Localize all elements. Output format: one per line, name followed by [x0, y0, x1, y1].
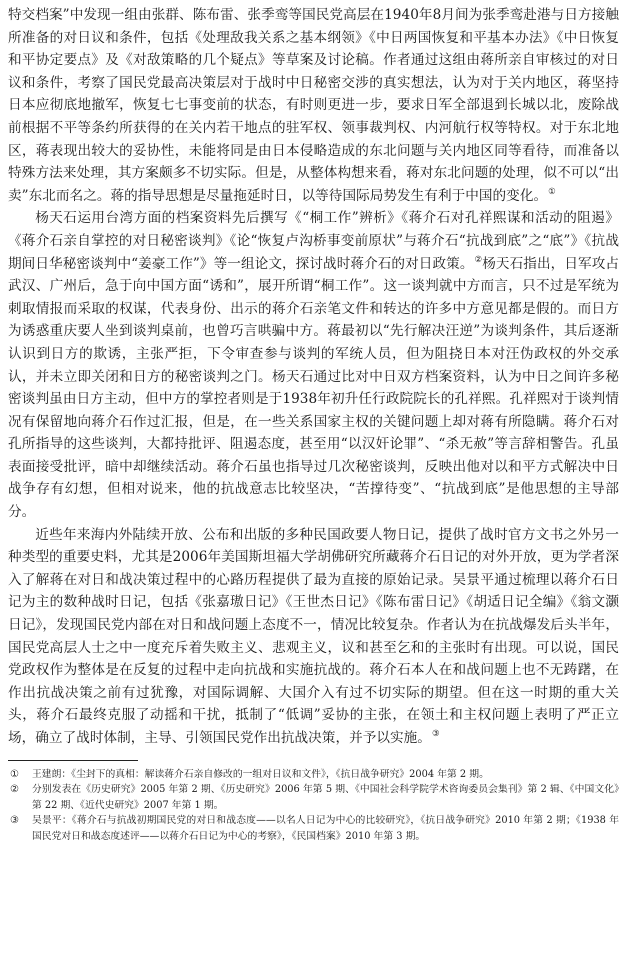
paragraph-2-text: 杨天石运用台湾方面的档案资料先后撰写《“桐工作”辨析》《蒋介石对孔祥熙谋和活动的阻遏》《蒋介石亲自掌控的对日秘密谈判》《论“恢复卢沟桥事变前原状”与蒋介石“抗战到底”之“底”》《抗战期间日华秘密谈判中“姜豪工作”》等一组论文，探讨战时蒋介石的对日政策。 — [8, 210, 619, 272]
paragraph-2-tail: 杨天石指出，日军攻占武汉、广州后，急于向中国方面“诱和”，展开所谓“桐工作”。这一谈判就中方而言，只不过是军统为刺取情报而采取的权谋，代表身份、出示的蒋介石亲笔文件和转达的许多中方意见都是假的。而日方为诱惑重庆要人坐到谈判桌前，也曾巧言哄骗中方。蒋最初以“先行解决汪逆”为谈判条件，其后逐渐认识到日方的欺诱，主张严拒，下令审查参与谈判的军统人员，但为阻挠日本对汪伪政权的外交承认，并未立即关闭和日方的秘密谈判之门。杨天石通过比对中日双方档案资料，认为中日之间许多秘密谈判虽由日方主动，但中方的掌控者则是于1938年初升任行政院院长的孔祥熙。孔祥熙对于谈判情况有保留地向蒋介石作过汇报，但是，在一些关系国家主权的关键问题上却对蒋有所隐瞒。蒋介石对孔所指导的这些谈判，大都持批评、阻遏态度，甚至用“以汉奸论罪”、“杀无赦”等言辞相警告。孔虽表面接受批评，暗中却继续活动。蒋介石虽也指导过几次秘密谈判，反映出他对以和平方式解决中日战争存有幻想，但相对说来，他的抗战意志比较坚决，“苦撑待变”、“抗战到底”是他思想的主导部分。 — [8, 255, 620, 521]
footnote-divider — [8, 760, 138, 761]
footnote-3 — [8, 813, 619, 844]
footnote-text-3: 吴景平：《蒋介石与抗战初期国民党的对日和战态度——以名人日记为中心的比较研究》，《抗日战争研究》2010 年第 2 期；《1938 年国民党对日和战态度述评——以蒋介石日记为中心的考察》，《民国档案》2010 年第 3 期。 — [32, 815, 619, 842]
body-text — [8, 4, 619, 750]
paragraph-3-text: 近些年来海内外陆续开放、公布和出版的多种民国政要人物日记，提供了战时官方文书之外另一种类型的重要史料，尤其是2006年美国斯坦福大学胡佛研究所藏蒋介石日记的对外开放，更为学者深入了解蒋在对日和战决策过程中的心路历程提供了最为直接的原始记录。吴景平通过梳理以蒋介石日记为主的数种战时日记，包括《张嘉璈日记》《王世杰日记》《陈布雷日记》《胡适日记全编》《翁文灏日记》，发现国民党内部在对日和战问题上态度不一，情况比较复杂。作者认为在抗战爆发后头半年，国民党高层人士之中一度充斥着失败主义、悲观主义，议和甚至乞和的主张时有出现。可以说，国民党政权作为整体是在反复的过程中走向抗战和实施抗战的。蒋介石本人在和战问题上也不无踌躇，在作出抗战决策之前有过犹豫，对国际调解、大国介入有过不切实际的期望。但在这一时期的重大关头，蒋介石最终克服了动摇和干扰，抵制了“低调”妥协的主张，在领土和主权问题上表明了严正立场，确立了战时体制，主导、引领国民党作出抗战决策，并予以实施。 — [8, 526, 619, 746]
footnote-mark-2: ② — [10, 784, 19, 796]
paragraph-3 — [8, 524, 619, 750]
footnote-2 — [8, 782, 619, 813]
footnote-ref-1[interactable]: ① — [548, 187, 556, 198]
footnote-mark-3: ③ — [10, 815, 19, 827]
paragraph-2 — [8, 207, 619, 523]
footnote-1 — [8, 767, 619, 783]
footnote-ref-3[interactable]: ③ — [431, 729, 440, 740]
footnotes — [8, 767, 619, 845]
paragraph-1 — [8, 4, 619, 207]
footnote-ref-2[interactable]: ② — [474, 255, 483, 265]
footnote-text-2: 分别发表在《历史研究》2005 年第 2 期、《历史研究》2006 年第 5 期、《中国社会科学院学术咨询委员会集刊》第 2 辑、《中国文化》第 22 期、《近代史研究》2007 年第 1 期。 — [32, 784, 619, 811]
footnote-mark-1: ① — [10, 768, 19, 780]
footnote-text-1: 王建朗：《尘封下的真相：解读蒋介石亲自修改的一组对日议和文件》，《抗日战争研究》2004 年第 2 期。 — [32, 768, 489, 780]
paragraph-1-text: 特交档案”中发现一组由张群、陈布雷、张季鸾等国民党高层在1940年8月间为张季鸾赴港与日方接触所准备的对日议和条件，包括《处理敌我关系之基本纲领》《中日两国恢复和平基本办法》《中日恢复和平协定要点》及《对敌策略的几个疑点》等草案及讨论稿。作者通过这组由蒋所亲自审核过的对日议和条件，考察了国民党最高决策层对于战时中日秘密交涉的真实想法，认为对于关内地区，蒋坚持日本应彻底地撤军，恢复七七事变前的状态，有时则更进一步，要求日军全部退到长城以北，废除战前根据不平等条约所获得的在关内若干地点的驻军权、领事裁判权、内河航行权等特权。对于东北地区，蒋表现出较大的妥协性，未能将同是由日本侵略造成的东北问题与关内地区同等看待，而准备以特殊方法来处理，其方案颇多不切实际。但是，从整体构想来看，蒋对东北问题的处理，似不可以“出卖”东北而名之。蒋的指导思想是尽量拖延时日，以等待国际局势发生有利于中国的变化。 — [8, 7, 619, 204]
